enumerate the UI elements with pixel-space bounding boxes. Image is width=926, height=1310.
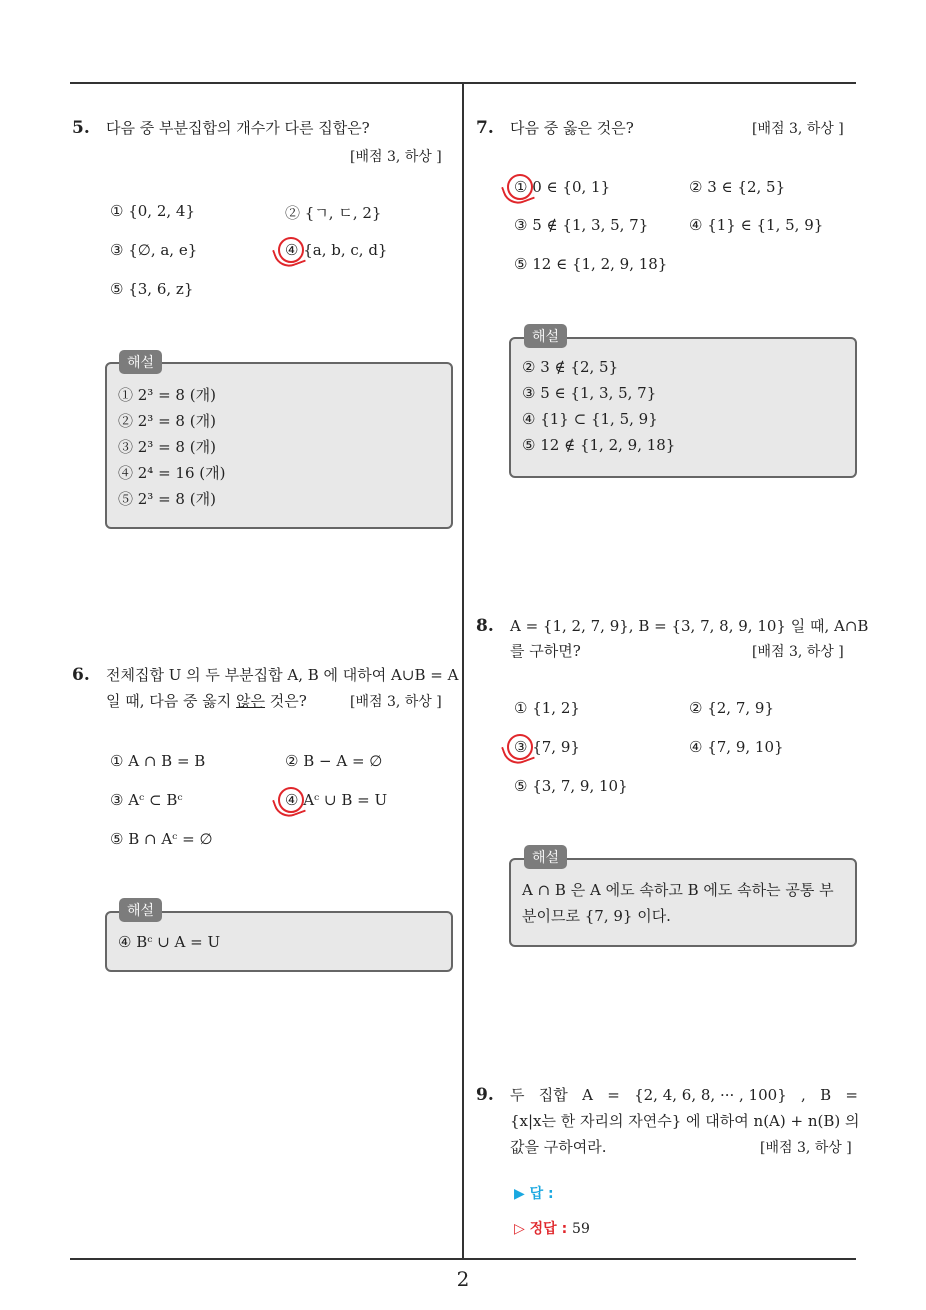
q5-option-5[interactable]: ⑤ {3, 6, z} — [110, 280, 194, 298]
q7-option-4[interactable]: ④ {1} ∈ {1, 5, 9} — [689, 216, 824, 234]
q5-number: 5. — [72, 118, 90, 138]
q9-correct-answer — [514, 1218, 590, 1238]
q5-text: 다음 중 부분집합의 개수가 다른 집합은? — [106, 119, 370, 137]
q9-score: [배점 3, 하상 ] — [760, 1140, 852, 1156]
q7-text: 다음 중 옳은 것은? — [510, 119, 634, 137]
q9-text-line1: 두 집합 A = {2, 4, 6, 8, ··· , 100} , B = — [510, 1086, 859, 1104]
q6-text-line1: 전체집합 U 의 두 부분집합 A, B 에 대하여 A∪B = A — [106, 666, 459, 684]
q8-solution-box — [509, 858, 857, 947]
q8-solution-line: 분이므로 {7, 9} 이다. — [522, 907, 671, 925]
q5-solution-line: ② 2³ = 8 (개) — [118, 412, 216, 430]
q6-text-a: 일 때, 다음 중 옳지 — [106, 692, 237, 710]
q7-option-1[interactable]: ① 0 ∈ {0, 1} — [514, 178, 611, 196]
q9-number: 9. — [476, 1085, 494, 1105]
q7-option-5[interactable]: ⑤ 12 ∈ {1, 2, 9, 18} — [514, 255, 668, 273]
q7-solution-line: ④ {1} ⊂ {1, 5, 9} — [522, 410, 658, 428]
q8-text-line1: A = {1, 2, 7, 9}, B = {3, 7, 8, 9, 10} 일 때, A∩B — [510, 617, 869, 635]
q7-solution-line: ⑤ 12 ∉ {1, 2, 9, 18} — [522, 436, 676, 454]
q6-text-line2 — [106, 688, 307, 714]
q6-option-5[interactable]: ⑤ B ∩ Aᶜ = ∅ — [110, 830, 213, 848]
q5-answer-mark-icon — [278, 237, 304, 263]
q5-solution-line: ⑤ 2³ = 8 (개) — [118, 490, 216, 508]
q7-number: 7. — [476, 118, 494, 138]
q8-option-5[interactable]: ⑤ {3, 7, 9, 10} — [514, 777, 628, 795]
q5-solution-tag: 해설 — [119, 350, 162, 374]
q9-correct-value: 59 — [572, 1221, 590, 1237]
q8-solution-tag: 해설 — [524, 845, 567, 869]
q6-solution-tag: 해설 — [119, 898, 162, 922]
q8-solution-line: A ∩ B 은 A 에도 속하고 B 에도 속하는 공통 부 — [522, 881, 834, 899]
q5-solution-line: ④ 2⁴ = 16 (개) — [118, 464, 226, 482]
q8-text-line2: 를 구하면? — [510, 642, 581, 660]
column-divider — [462, 83, 464, 1259]
q8-option-1[interactable]: ① {1, 2} — [514, 699, 580, 717]
q9-correct-label: ▷ 정답 : — [514, 1221, 568, 1237]
q5-option-4[interactable]: ④ {a, b, c, d} — [285, 241, 388, 259]
q9-answer-input-label[interactable]: ▶ 답 : — [514, 1186, 554, 1202]
q7-score: [배점 3, 하상 ] — [752, 121, 844, 137]
q9-text-line3: 값을 구하여라. — [510, 1138, 607, 1156]
q6-option-2[interactable]: ② B − A = ∅ — [285, 752, 383, 770]
q6-solution-line: ④ Bᶜ ∪ A = U — [118, 933, 221, 951]
q6-score: [배점 3, 하상 ] — [350, 694, 442, 710]
q7-option-3[interactable]: ③ 5 ∉ {1, 3, 5, 7} — [514, 216, 649, 234]
q8-number: 8. — [476, 616, 494, 636]
q7-solution-tag: 해설 — [524, 324, 567, 348]
q6-answer-mark-icon — [278, 787, 304, 813]
q6-option-3[interactable]: ③ Aᶜ ⊂ Bᶜ — [110, 791, 183, 809]
q7-option-2[interactable]: ② 3 ∈ {2, 5} — [689, 178, 786, 196]
q5-solution-line: ① 2³ = 8 (개) — [118, 386, 216, 404]
q8-answer-mark-icon — [507, 734, 533, 760]
q6-option-1[interactable]: ① A ∩ B = B — [110, 752, 206, 770]
q6-option-4[interactable]: ④ Aᶜ ∪ B = U — [285, 791, 388, 809]
q8-option-2[interactable]: ② {2, 7, 9} — [689, 699, 775, 717]
q5-option-1[interactable]: ① {0, 2, 4} — [110, 202, 196, 220]
q8-score: [배점 3, 하상 ] — [752, 644, 844, 660]
q6-text-b: 것은? — [265, 692, 307, 710]
q5-score: [배점 3, 하상 ] — [350, 149, 442, 165]
q8-option-4[interactable]: ④ {7, 9, 10} — [689, 738, 784, 756]
q6-number: 6. — [72, 665, 90, 685]
q7-answer-mark-icon — [507, 174, 533, 200]
q8-option-3[interactable]: ③ {7, 9} — [514, 738, 580, 756]
q9-text-line2: {x|x는 한 자리의 자연수} 에 대하여 n(A) + n(B) 의 — [510, 1112, 860, 1130]
q7-solution-line: ② 3 ∉ {2, 5} — [522, 358, 619, 376]
q7-solution-line: ③ 5 ∈ {1, 3, 5, 7} — [522, 384, 657, 402]
page-number: 2 — [456, 1267, 470, 1291]
q6-text-underlined: 않은 — [236, 692, 266, 710]
bottom-rule — [70, 1258, 856, 1260]
q5-option-3[interactable]: ③ {∅, a, e} — [110, 241, 198, 259]
q5-solution-line: ③ 2³ = 8 (개) — [118, 438, 216, 456]
q5-option-2[interactable]: ② {ㄱ, ㄷ, 2} — [285, 204, 382, 222]
